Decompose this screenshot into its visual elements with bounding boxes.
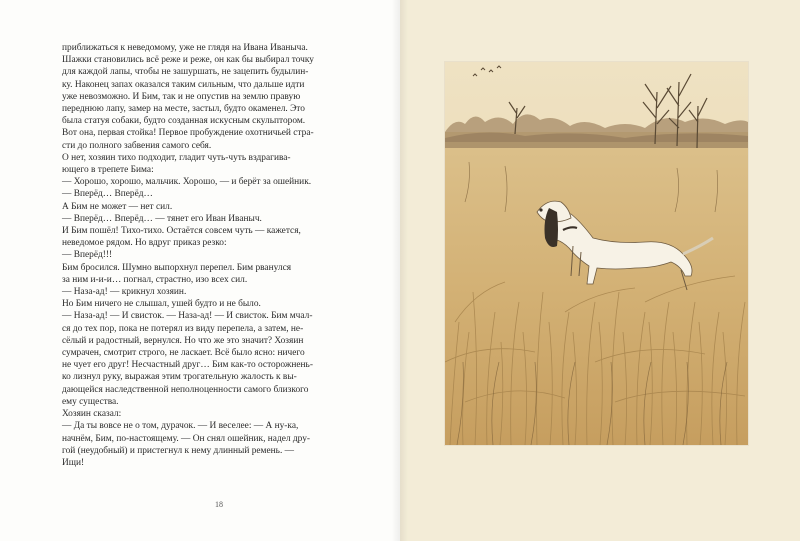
text-line: сумрачен, смотрит строго, не ласкает. Всё было ясно: ничего (62, 348, 305, 359)
illustration-dog-in-field (445, 62, 748, 445)
text-line: уже невозможно. И Бим, так и не опустив на землю правую (62, 91, 301, 102)
text-line: за ним и-и-и… погнал, страстно, изо всех сил. (62, 274, 248, 285)
text-line: переднюю лапу, замер на месте, застыл, будто окаменел. Это (62, 104, 305, 115)
text-line: Но Бим ничего не слышал, ушей будто и не было. (62, 299, 261, 310)
text-line: ему существа. (62, 396, 119, 407)
text-line: А Бим не может — нет сил. (62, 201, 173, 212)
text-line: — Наза-ад! — крикнул хозяин. (62, 287, 187, 298)
page-number: 18 (215, 500, 223, 509)
field-scene-drawing (445, 62, 748, 445)
text-line: ся до тех пор, пока не потерял из виду перепела, а затем, не- (62, 323, 304, 334)
body-text (62, 42, 384, 469)
text-line: Шажки становились всё реже и реже, он как бы выбирал точку (62, 55, 314, 66)
text-line: Хозяин сказал: (62, 409, 122, 420)
text-line: сти до полного забвения самого себя. (62, 140, 212, 151)
text-line: Бим бросился. Шумно выпорхнул перепел. Бим рванулся (62, 262, 292, 273)
book-gutter (392, 0, 408, 541)
text-line: — Наза-ад! — И свисток. — Наза-ад! — И свисток. Бим мчал- (62, 311, 313, 322)
text-line: приближаться к неведомому, уже не глядя на Ивана Иваныча. (62, 43, 308, 53)
text-line: — Хорошо, хорошо, мальчик. Хорошо, — и берёт за ошейник. (62, 177, 312, 188)
text-line: сёлый и радостный, вернулся. Но что же это значит? Хозяин (62, 335, 304, 346)
text-line: ку. Наконец запах оказался таким сильным, что дальше идти (62, 79, 305, 90)
text-line: ющего в трепете Бима: (62, 165, 154, 176)
text-line: — Вперёд… Вперёд… — тянет его Иван Иваныч. (62, 213, 262, 224)
text-line: ко лизнул руку, выражая этим трогательную жалость к вы- (62, 372, 297, 383)
text-line: — Да ты вовсе не о том, дурачок. — И веселее: — А ну-ка, (62, 421, 299, 432)
text-line: — Вперёд… Вперёд… (62, 189, 153, 200)
text-line: начнём, Бим, по-настоящему. — Он снял ошейник, надел дру- (62, 433, 311, 444)
text-line: дающейся наследственной неполноценности самого близкого (62, 384, 309, 395)
text-line: О нет, хозяин тихо подходит, гладит чуть-чуть вздрагива- (62, 152, 291, 163)
text-line: Вот она, первая стойка! Первое пробуждение охотничьей стра- (62, 128, 314, 139)
text-line: гой (неудобный) и пристегнул к нему длинный ремень. — (62, 445, 295, 456)
text-line: неведомое рядом. Но вдруг приказ резко: (62, 238, 227, 249)
text-line: — Вперёд!!! (62, 250, 113, 261)
text-line: для каждой лапы, чтобы не зашуршать, не зацепить будылин- (62, 67, 309, 78)
text-line: Ищи! (62, 457, 85, 468)
text-line: И Бим пошёл! Тихо-тихо. Остаётся совсем чуть — кажется, (62, 226, 301, 237)
text-line: была статуя собаки, будто созданная искусным скульптором. (62, 116, 306, 127)
text-line: не чует его друг! Несчастный друг… Бим как-то осторожнень- (62, 360, 313, 371)
